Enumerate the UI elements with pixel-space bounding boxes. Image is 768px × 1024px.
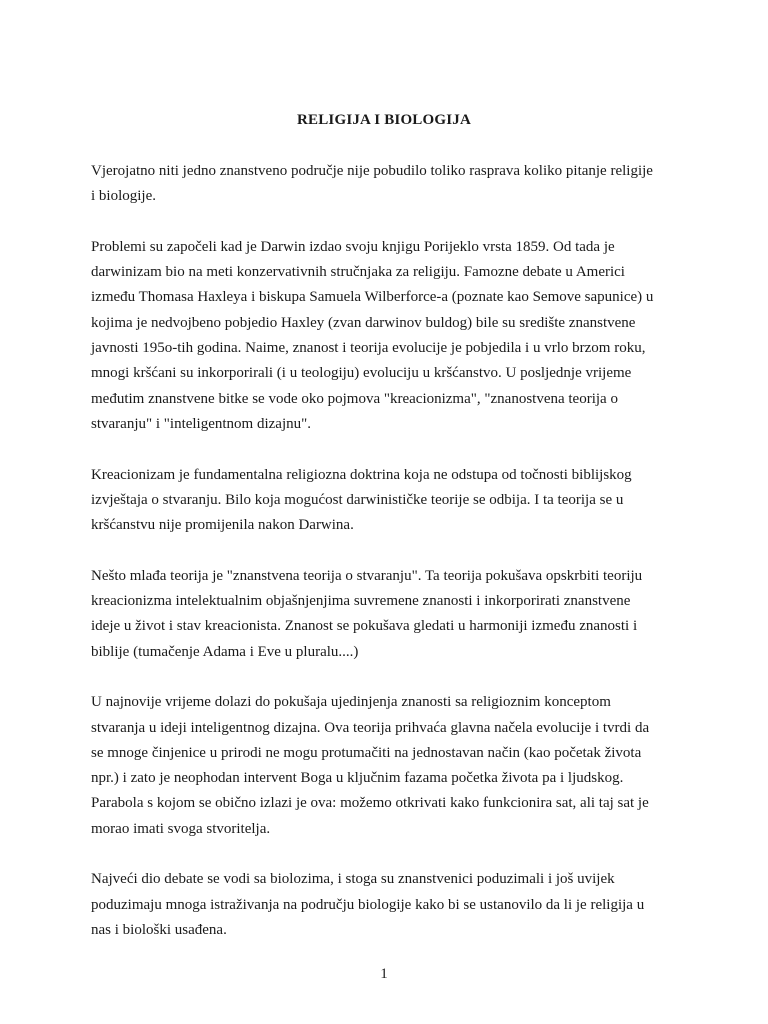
document-body xyxy=(91,159,683,969)
paragraph-3: Kreacionizam je fundamentalna religiozna doktrina koja ne odstupa od točnosti biblijskog izvještaja o stvaranju. Bilo koja mogućost darwinističke teorije se odbija. I ta teorija se u kršćanstvu nije promijenila nakon Darwina. xyxy=(91,466,632,534)
paragraph-2: Problemi su započeli kad je Darwin izdao svoju knjigu Porijeklo vrsta 1859. Od tada je darwinizam bio na meti konzervativnih stručnjaka za religiju. Famozne debate u Americi između Thomasa Haxleya i biskupa Samuela Wilberforce-a (poznate kao Semove sapunice) u kojima je nedvojbeno pobjedio Haxley (zvan darwinov buldog) bile su središte znanstvene javnosti 195o-tih godina. Naime, znanost i teorija evolucije je pobjedila i u vrlo brzom roku, mnogi kršćani su inkorporirali (i u teologiju) evoluciju u kršćanstvo. U posljednje vrijeme međutim znanstvene bitke se vode oko pojmova "kreacionizma", "znanostvena teorija o stvaranju" i "inteligentnom dizajnu". xyxy=(91,238,654,432)
page-number: 1 xyxy=(380,966,388,982)
document-title: RELIGIJA I BIOLOGIJA xyxy=(296,112,472,128)
paragraph-4: Nešto mlađa teorija je "znanstvena teorija o stvaranju". Ta teorija pokušava opskrbiti teoriju kreacionizma intelektualnim objašnjenjima suvremene znanosti i inkorporirati znanstvene ideje u život i stav kreacionista. Znanost se pokušava gledati u harmoniji između znanosti i biblije (tumačenje Adama i Eve u pluralu....) xyxy=(91,567,643,660)
paragraph-1: Vjerojatno niti jedno znanstveno područje nije pobudilo toliko rasprava koliko pitanje religije i biologije. xyxy=(91,163,653,205)
paragraph-6: Najveći dio debate se vodi sa biolozima, i stoga su znanstvenici poduzimali i još uvijek poduzimaju mnoga istraživanja na području biologije kako bi se ustanovilo da li je religija u nas i biološki usađena. xyxy=(91,871,645,938)
paragraph-5: U najnovije vrijeme dolazi do pokušaja ujedinjenja znanosti sa religioznim konceptom stvaranja u ideji inteligentnog dizajna. Ova teorija prihvaća glavna načela evolucije i tvrdi da se mnoge činjenice u prirodi ne mogu protumačiti na jednostavan način (kao početak života npr.) i zato je neophodan intervent Boga u ključnim fazama početka života pa i ljudskog. Parabola s kojom se obično izlazi je ova: možemo otkrivati kako funkcionira sat, ali taj sat je morao imati svoga stvoritelja. xyxy=(91,694,650,837)
